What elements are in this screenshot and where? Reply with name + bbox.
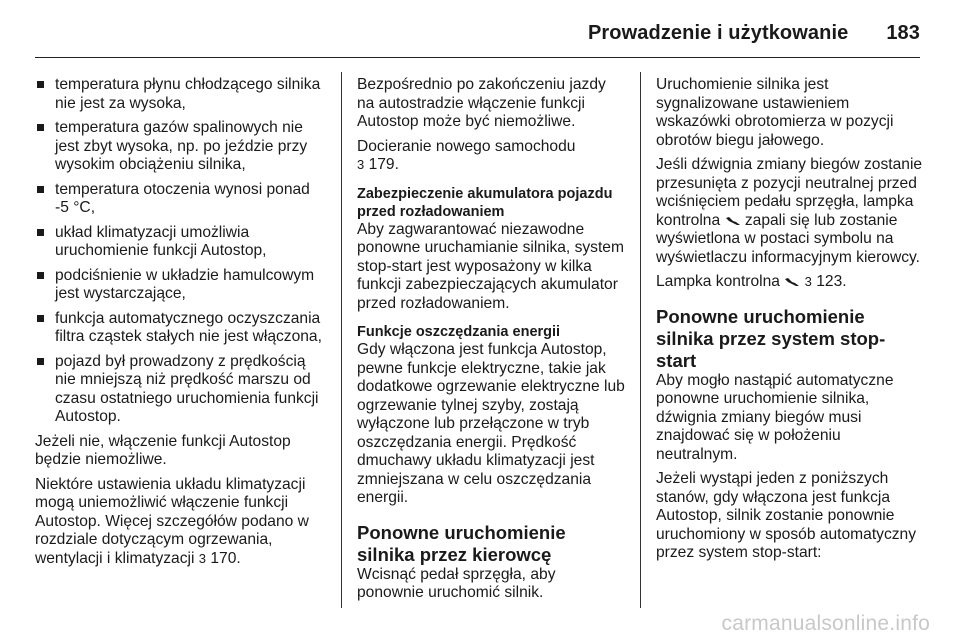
section-heading: Ponowne uruchomienie silnika przez kierowcę [357, 521, 566, 565]
column-divider [341, 72, 342, 608]
page-ref-link[interactable]: 170. [210, 549, 241, 567]
page-ref-link[interactable]: 123. [816, 273, 847, 290]
subheading: Funkcje oszczędzania energii [357, 324, 561, 340]
column-divider [640, 72, 641, 608]
column-3 [656, 76, 924, 569]
paragraph: Docieranie nowego samochodu 3 179. [357, 137, 576, 173]
page-ref-arrow-icon: 3 [804, 274, 812, 289]
paragraph: Niektóre ustawienia układu klimatyzacji mogą uniemożliwić włączenie funkcji Autostop. Więcej szczegółów podano w rozdziale dotyczącym ogrzewania, wentylacji i klimatyzacji 3 170. [35, 475, 309, 567]
bullet-icon [37, 186, 44, 193]
bullet-icon [37, 81, 44, 88]
paragraph: Bezpośrednio po zakończeniu jazdy na autostradzie włączenie funkcji Autostop może być niemożliwe. [357, 76, 606, 130]
engine-start-indicator-icon [784, 277, 800, 287]
list-item: podciśnienie w układzie hamulcowym jest wystarczające, [35, 267, 327, 304]
list-item: funkcja automatycznego oczyszczania filtra cząstek stałych nie jest włączona, [35, 310, 327, 347]
bullet-icon [37, 358, 44, 365]
bullet-icon [37, 124, 44, 131]
paragraph: Gdy włączona jest funkcja Autostop, pewne funkcje elektryczne, takie jak dodatkowe ogrzewanie elektryczne lub ogrzewanie tylnej szyby, zostają wyłączone lub przełączone w tryb oszczędzania energii. Prędkość dmuchawy układu klimatyzacji jest zmniejszana w celu oszczędzania energii. [357, 341, 625, 506]
paragraph: Aby zagwarantować niezawodne ponowne uruchamianie silnika, system stop-start jest wyposażony w kilka funkcji zabezpieczających akumulator przed rozładowaniem. [357, 220, 624, 312]
list-item: temperatura gazów spalinowych nie jest zbyt wysoka, np. po jeździe przy wysokim obciążeniu silnika, [35, 119, 327, 175]
section-heading: Ponowne uruchomienie silnika przez system stop-start [656, 305, 886, 371]
bullet-icon [37, 229, 44, 236]
watermark: carmanualsonline.info [721, 612, 930, 635]
paragraph: Aby mogło nastąpić automatyczne ponowne uruchomienie silnika, dźwignia zmiany biegów musi znajdować się w położeniu neutralnym. [656, 371, 894, 463]
bullet-icon [37, 315, 44, 322]
list-item: temperatura otoczenia wynosi ponad -5 °C, [35, 181, 327, 218]
bullet-icon [37, 272, 44, 279]
condition-list [35, 76, 327, 427]
page-ref-link[interactable]: 179. [368, 156, 399, 173]
engine-start-indicator-icon [725, 216, 741, 226]
list-item: układ klimatyzacji umożliwia uruchomienie funkcji Autostop, [35, 224, 327, 261]
paragraph: Uruchomienie silnika jest sygnalizowane ustawieniem wskazówki obrotomierza w pozycji obrotów biegu jałowego. [656, 76, 894, 149]
list-item: pojazd był prowadzony z prędkością nie mniejszą niż prędkość marszu od czasu ostatniego uruchomienia funkcji Autostop. [35, 353, 327, 427]
page-number: 183 [886, 22, 920, 44]
page-title: Prowadzenie i użytkowanie [587, 22, 849, 44]
paragraph: Jeżeli nie, włączenie funkcji Autostop będzie niemożliwe. [35, 432, 291, 468]
column-2 [357, 76, 625, 609]
paragraph: Lampka kontrolna 3 123. [656, 273, 847, 290]
paragraph: Wcisnąć pedał sprzęgła, aby ponownie uruchomić silnik. [357, 565, 556, 601]
paragraph: Jeżeli wystąpi jeden z poniższych stanów, gdy włączona jest funkcja Autostop, silnik zostanie ponownie uruchomiony w sposób automatyczny przez system stop-start: [656, 470, 917, 561]
list-item: temperatura płynu chłodzącego silnika nie jest za wysoka, [35, 76, 327, 113]
paragraph: Jeśli dźwignia zmiany biegów zostanie przesunięta z pozycji neutralnej przed wciśnięciem pedału sprzęgła, lampka kontrolna zapali się lub zostanie wyświetlona w postaci symbolu na wyświetlaczu informacyjnym kierowcy. [656, 156, 923, 266]
page-ref-arrow-icon: 3 [357, 157, 365, 172]
page-header [588, 22, 920, 45]
subheading: Zabezpieczenie akumulatora pojazdu przed rozładowaniem [357, 185, 613, 220]
page-ref-arrow-icon: 3 [198, 550, 207, 566]
column-1 [35, 76, 327, 574]
header-rule [35, 57, 920, 58]
